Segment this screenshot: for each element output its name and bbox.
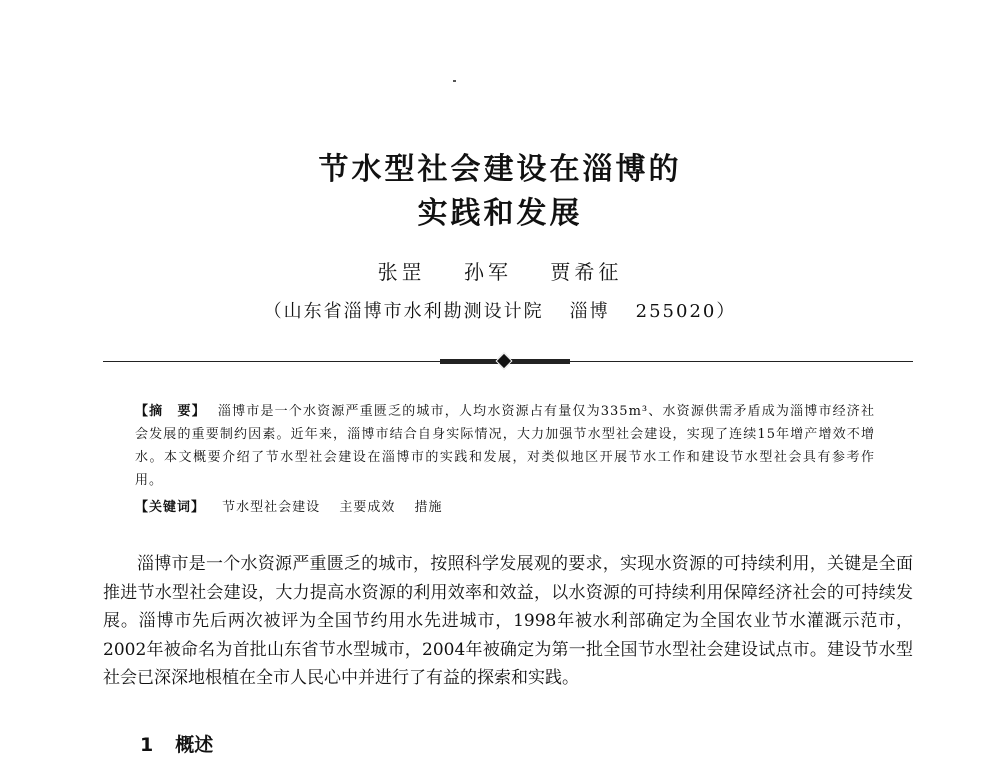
keyword-3: 措施 [414,500,443,515]
affiliation-city: 淄博 [569,301,610,322]
title-line-2: 实践和发展 [417,196,583,231]
authors [0,256,1000,285]
section-title: 概述 [175,734,214,756]
affiliation [0,297,1000,323]
section-heading [140,730,213,757]
abstract-text: 淄博市是一个水资源严重匮乏的城市，人均水资源占有量仅为335m³、水资源供需矛盾成为淄博市经济社会发展的重要制约因素。近年来，淄博市结合自身实际情况，大力加强节水型社会建设，实现了连续15年增产增效不增水。本文概要介绍了节水型社会建设在淄博市的实践和发展，对类似地区开展节水工作和建设节水型社会具有参考作用。 [135,404,875,488]
author-3: 贾希征 [550,260,623,284]
body-paragraph: 淄博市是一个水资源严重匮乏的城市，按照科学发展观的要求，实现水资源的可持续利用，关键是全面推进节水型社会建设，大力提高水资源的利用效率和效益，以水资源的可持续利用保障经济社会的可持续发展。淄博市先后两次被评为全国节约用水先进城市，1998年被水利部确定为全国农业节水灌溉示范市，2002年被命名为首批山东省节水型城市，2004年被确定为第一批全国节水型社会建设试点市。建设节水型社会已深深地根植在全市人民心中并进行了有益的探索和实践。 [103,554,913,688]
keyword-2: 主要成效 [339,500,396,515]
section-number: 1 [140,734,154,756]
author-1: 张罡 [377,260,426,284]
title-line-1: 节水型社会建设在淄博的 [318,152,682,187]
scan-speck [453,80,456,82]
abstract-label: 【摘 要】 [135,404,206,419]
keyword-1: 节水型社会建设 [222,500,321,515]
diamond-ornament-icon [496,353,513,370]
keywords-label: 【关键词】 [135,500,206,515]
affiliation-org: （山东省淄博市水利勘测设计院 [263,301,544,322]
keywords-block [135,496,875,519]
abstract-block [135,400,875,492]
author-2: 孙军 [464,260,512,284]
affiliation-postcode: 255020） [635,301,737,322]
